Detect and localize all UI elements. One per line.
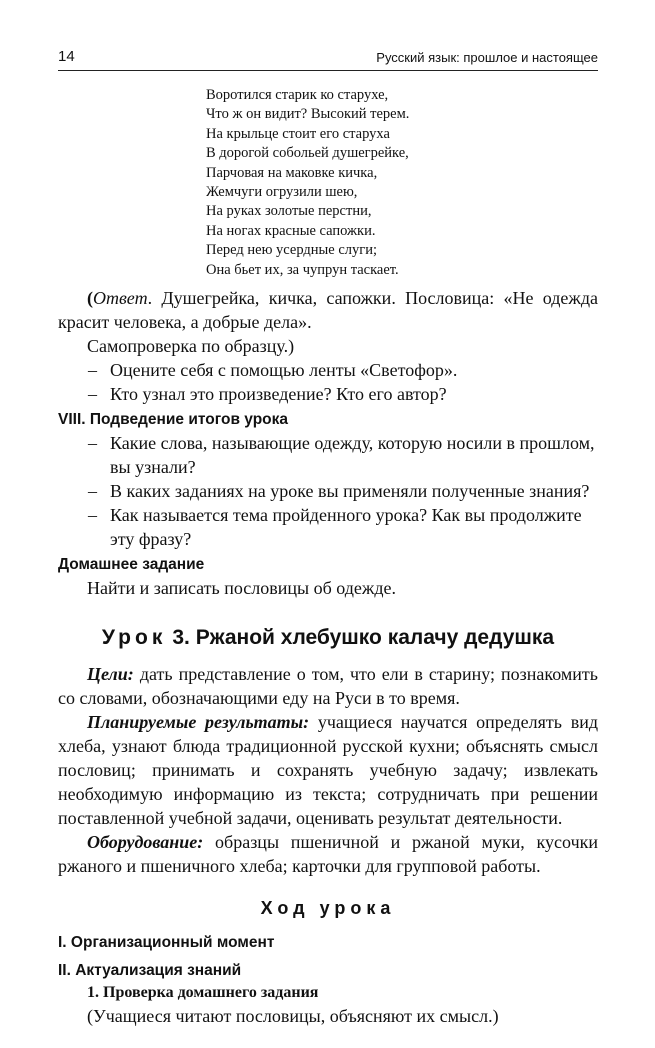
homework-text: Найти и записать пословицы об одежде.: [87, 578, 396, 598]
poem-line: Воротился старик ко старухе,: [206, 87, 389, 103]
question-item: – Как называется тема пройденного урока? Как вы продолжите эту фразу?: [88, 505, 582, 549]
section-i-title: I. Организационный момент: [58, 934, 275, 951]
page-number: 14: [58, 48, 75, 65]
poem-line: Она бьет их, за чупрун таскает.: [206, 261, 399, 278]
goals-label: Цели:: [87, 664, 134, 684]
answer-label: Ответ: [93, 288, 148, 308]
section-ii-title: II. Актуализация знаний: [58, 962, 242, 979]
self-check: Самопроверка по образцу.): [87, 336, 295, 356]
homework-title: Домашнее задание: [58, 556, 205, 573]
poem-line: Парчовая на маковке кичка,: [206, 164, 378, 181]
equipment-paragraph: Оборудование: образцы пшеничной и ржаной муки, кусочки ржаного и пшеничного хлеба; карточки для групповой работы.: [58, 832, 598, 876]
poem-excerpt: [206, 86, 409, 280]
running-title: Русский язык: прошлое и настоящее: [376, 50, 598, 65]
answer-paragraph: (Ответ. Душегрейка, кичка, сапожки. Пословица: «Не одежда красит человека, а добрые дела».: [58, 288, 598, 332]
homework-check-text: (Учащиеся читают пословицы, объясняют их смысл.): [87, 1006, 499, 1026]
poem-line: Перед нею усердные слуги;: [206, 242, 378, 259]
equipment-label: Оборудование:: [87, 832, 204, 852]
poem-line: На крыльце стоит его старуха: [206, 125, 390, 142]
poem-line: В дорогой собольей душегрейке,: [206, 145, 409, 162]
question-item: – Кто узнал это произведение? Кто его автор?: [88, 384, 447, 404]
section-viii-title: VIII. Подведение итогов урока: [58, 411, 289, 428]
goals-paragraph: Цели: дать представление о том, что ели в старину; познакомить со словами, обозначающими еду на Руси в то время.: [58, 664, 598, 708]
question-item: – Какие слова, называющие одежду, которую носили в прошлом, вы узнали?: [88, 433, 595, 477]
course-heading: Ход урока: [260, 898, 396, 918]
results-paragraph: Планируемые результаты: учащиеся научатся определять вид хлеба, узнают блюда традиционной русской кухни; объяснять смысл пословиц; принимать и сохранять учебную задачу; извлекать необходимую информацию из текста; сотрудничать при решении поставленной учебной задачи, оценивать результат деятельности.: [58, 712, 598, 828]
page-header: [58, 46, 598, 71]
poem-line: На ногах красные сапожки.: [206, 222, 376, 239]
homework-check-title: 1. Проверка домашнего задания: [87, 984, 319, 1001]
results-label: Планируемые результаты:: [87, 712, 310, 732]
poem-line: Жемчуги огрузили шею,: [206, 184, 358, 201]
question-item: – Оцените себя с помощью ленты «Светофор».: [88, 360, 458, 380]
page-body: [58, 286, 598, 1028]
question-item: – В каких заданиях на уроке вы применяли полученные знания?: [88, 481, 590, 501]
answer-text: . Душегрейка, кичка, сапожки. Пословица: «Не одежда красит человека, а добрые дела».: [58, 288, 598, 332]
poem-line: Что ж он видит? Высокий терем.: [206, 106, 410, 123]
poem-line: На руках золотые перстни,: [206, 203, 372, 220]
lesson-title: Урок 3. Ржаной хлебушко калачу дедушка: [101, 626, 555, 649]
